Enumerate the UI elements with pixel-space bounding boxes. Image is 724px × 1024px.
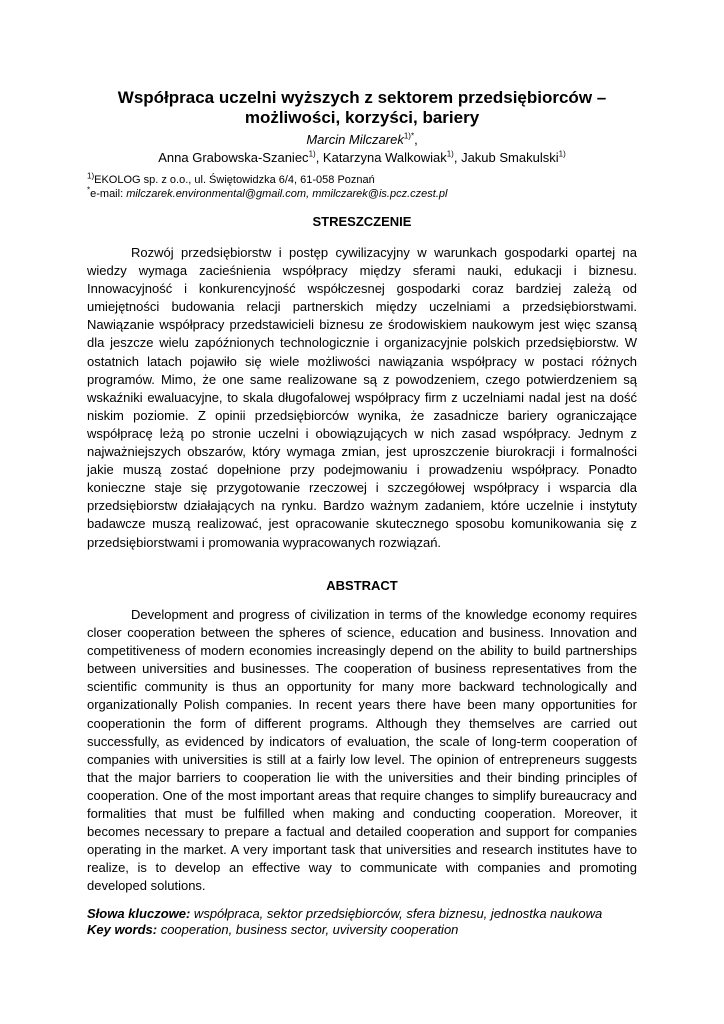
- keywords-en-value: cooperation, business sector, uviversity cooperation: [157, 921, 459, 937]
- keywords-en-label: Key words:: [87, 921, 158, 937]
- corresponding-author-line: Marcin Milczarek$^{1)*}$,: [306, 131, 418, 147]
- email-mark: *: [87, 185, 91, 195]
- author-name: Anna Grabowska-Szaniec: [158, 150, 309, 165]
- author-name: Jakub Smakulski: [461, 150, 559, 165]
- email-line: [87, 187, 447, 201]
- author-affiliation-mark: 1): [308, 149, 316, 159]
- keywords-block: [87, 906, 647, 937]
- email-label: e-mail:: [90, 188, 127, 200]
- keywords-pl-label: Słowa kluczowe:: [87, 906, 191, 921]
- affiliation-line: [87, 173, 447, 187]
- author-affiliation-mark: 1): [558, 149, 566, 159]
- corresponding-author-mark: 1)*: [403, 131, 415, 141]
- streszczenie-text: Rozwój przedsiębiorstw i postęp cywilizacyjny w warunkach gospodarki opartej na wiedzy wymaga zacieśnienia współpracy między sferami nauki, edukacji i biznesu. Innowacyjność i konkurencyjność współczesnej gospodarki coraz bardziej zależą od umiejętności budowania relacji partnerskich między uczelniami a przedsiębiorstwami. Nawiązanie współpracy przedstawicieli biznesu ze środowiskiem naukowym jest więc szansą dla jeszcze wielu zapóźnionych technologicznie i organizacyjnie polskich przedsiębiorstw. W ostatnich latach pojawiło się wiele możliwości nawiązania współpracy w postaci różnych programów. Mimo, że one same realizowane są z powodzeniem, czego potwierdzeniem są wskaźniki ewaluacyjne, to skala długofalowej współpracy firm z uczelniami nadal jest na dość niskim poziomie. Z opinii przedsiębiorców wynika, że zasadnicze bariery ograniczające współpracę leżą po stronie uczelni i obowiązujących w nich zasad współpracy. Jednym z najważniejszych obszarów, który wymaga zmian, jest uproszczenie biurokracji i formalności jakie muszą zostać dopełnione przy podejmowaniu i prowadzeniu współpracy. Ponadto konieczne staje się przygotowanie rzeczowej i szczegółowej współpracy i wsparcia dla przedsiębiorstw działających na rynku. Bardzo ważnym zadaniem, które uczelnie i instytuty badawcze muszą realizować, jest opracowanie skutecznego sposobu komunikowania się z przedsiębiorstwami i promowania wypracowanych rozwiązań.: [87, 245, 637, 550]
- affiliation-block: [87, 173, 447, 201]
- keywords-en-line: [87, 922, 647, 938]
- title-line-1: Współpraca uczelni wyższych z sektorem przedsiębiorców –: [117, 88, 607, 107]
- affiliation-text: EKOLOG sp. z o.o., ul. Świętowidzka 6/4, 61-058 Poznań: [94, 174, 375, 186]
- paper-title: [60, 88, 664, 128]
- co-authors-line: Anna Grabowska-Szaniec$^{1)}$, Katarzyna Walkowiak$^{1)}$, Jakub Smakulski$^{1)}$: [158, 149, 566, 165]
- author-name: Katarzyna Walkowiak: [322, 150, 447, 165]
- streszczenie-heading: STRESZCZENIE: [312, 214, 412, 229]
- keywords-pl-value: współpraca, sektor przedsiębiorców, sfera biznesu, jednostka naukowa: [190, 906, 603, 921]
- affiliation-mark: 1): [87, 171, 95, 181]
- abstract-heading: ABSTRACT: [326, 578, 398, 593]
- keywords-pl-line: [87, 906, 647, 922]
- corresponding-author: Marcin Milczarek: [306, 132, 404, 147]
- author-list: [60, 131, 664, 167]
- email-address: milczarek.environmental@gmail.com, mmilczarek@is.pcz.czest.pl: [126, 188, 448, 200]
- title-line-2: możliwości, korzyści, bariery: [244, 108, 480, 127]
- abstract-text: Development and progress of civilization in terms of the knowledge economy requires closer cooperation between the spheres of science, education and business. Innovation and competitiveness of modern economies increasingly depend on the ability to build partnerships between universities and businesses. The cooperation of business representatives from the scientific community is thus an opportunity for many more backward technologically and organizationally Polish companies. In recent years there have been many opportunities for cooperationin the form of different programs. Although they themselves are carried out successfully, as evidenced by indicators of evaluation, the scale of long-term cooperation of companies with universities is still at a fairly low level. The opinion of entrepreneurs suggests that the major barriers to cooperation lie with the universities and their binding principles of cooperation. One of the most important areas that require changes to simplify bureaucracy and formalities that must be fulfilled when making and conducting cooperation. Moreover, it becomes necessary to prepare a factual and detailed cooperation and support for companies operating in the market. A very important task that universities and research institutes have to realize, is to develop an effective way to communicate with companies and promoting developed solutions.: [87, 607, 637, 894]
- author-affiliation-mark: 1): [446, 149, 454, 159]
